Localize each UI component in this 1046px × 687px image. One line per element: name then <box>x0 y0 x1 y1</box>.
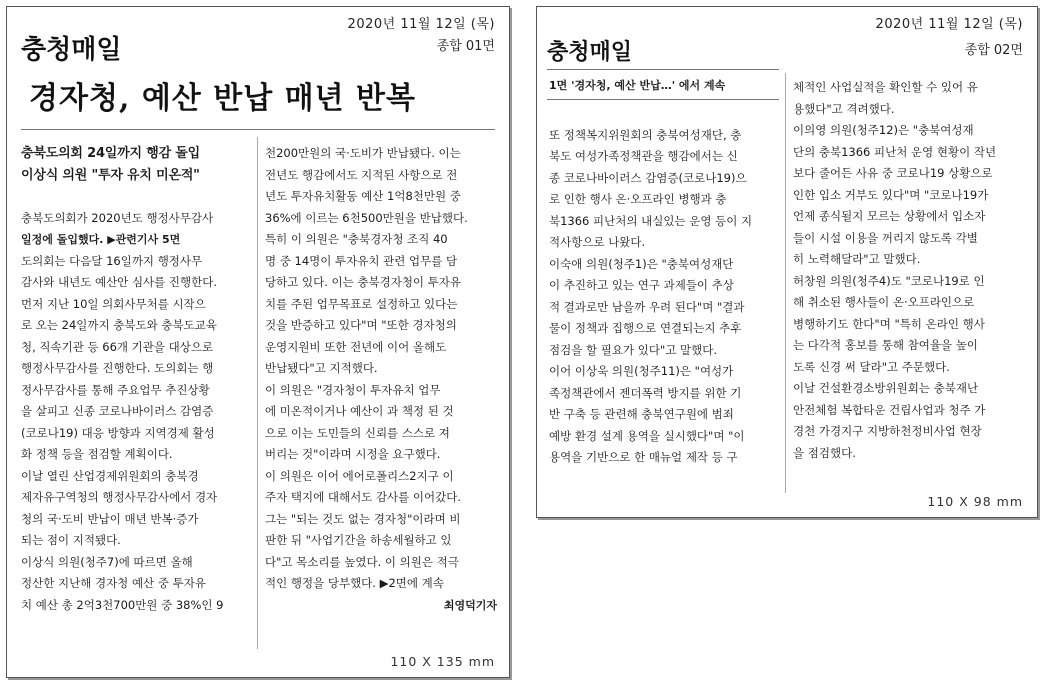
text-line: 정사무감사를 통해 주요업무 추진상황 <box>21 382 210 397</box>
text-line: 그는 "되는 것도 없는 경자청"이라며 비 <box>265 511 461 526</box>
text-line: 에 미온적이거나 예산이 과 책정 된 것 <box>265 404 454 418</box>
text-line: 최영덕기자 <box>443 598 497 612</box>
text-line: 명 중 14명이 투자유치 관련 업무를 담 <box>265 253 458 268</box>
column-right <box>265 143 497 616</box>
text-line: 반 구축 등 관련해 충북연구원에 범죄 <box>549 407 734 421</box>
clip-size: 110 X 98 mm <box>927 494 1023 509</box>
text-line: 을 살피고 신종 코로나바이러스 감염증 <box>21 404 214 418</box>
text-line: 예방 환경 설계 용역을 실시했다"며 "이 <box>549 428 745 443</box>
text-line: 또 정책복지위원회의 충북여성재단, 충 <box>549 127 742 142</box>
headline-rule <box>21 129 495 130</box>
text-line: 종 코로나바이러스 감염증(코로나19)으 <box>549 170 747 185</box>
column-right <box>793 77 1025 464</box>
header-rule <box>547 69 779 70</box>
text-line: 다"고 목소리를 높였다. 이 의원은 적극 <box>265 554 459 569</box>
text-line: 을 점검했다. <box>793 445 856 460</box>
newspaper-logo: 충청매일 <box>547 39 633 65</box>
text-line: 것을 반증하고 있다"며 "또한 경자청의 <box>265 318 457 332</box>
text-line: 용했다"고 격려했다. <box>793 101 895 116</box>
text-line: 천200만원의 국·도비가 반납됐다. 이는 <box>265 146 461 160</box>
text-line: 청, 직속기관 등 66개 기관을 대상으로 <box>21 339 214 354</box>
text-line: 치를 주된 업무목표로 설정하고 있다는 <box>265 296 458 311</box>
text-line: (코로나19) 대응 방향과 지역경제 활성 <box>21 425 215 440</box>
text-line: 로 인한 행사 온·오프라인 병행과 충 <box>549 192 727 206</box>
column-divider <box>257 137 258 649</box>
text-line: 충북도의회가 2020년도 행정사무감사 <box>21 210 214 225</box>
text-line <box>21 186 253 208</box>
article-clip-page-2 <box>536 6 1038 518</box>
article-clip-page-1 <box>6 6 510 678</box>
text-line: 치 예산 총 2억3천700만원 중 38%인 9 <box>21 597 224 612</box>
column-divider <box>785 73 786 493</box>
text-line: 인한 입소 거부도 있다"며 "코로나19가 <box>793 187 989 202</box>
text-line: 먼저 지난 10일 의회사무처를 시작으 <box>21 296 206 311</box>
newspaper-logo: 충청매일 <box>21 35 122 65</box>
text-line: 운영지원비 또한 전년에 이어 올해도 <box>265 339 447 354</box>
continued-rule <box>547 99 779 100</box>
text-line: 이날 건설환경소방위원회는 충북재난 <box>793 381 979 395</box>
text-line: 점검을 할 필요가 있다"고 말했다. <box>549 342 717 357</box>
text-line: 정산한 지난해 경자청 예산 중 투자유 <box>21 576 206 590</box>
text-line: 적 결과로만 남을까 우려 된다"며 "결과 <box>549 299 745 314</box>
text-line: 적사항으로 나왔다. <box>549 235 646 249</box>
text-line: 특히 이 의원은 "충북경자청 조직 40 <box>265 232 448 246</box>
text-line: 36%에 이르는 6천500만원을 반납했다. <box>265 210 468 225</box>
text-line: 제자유구역청의 행정사무감사에서 경자 <box>21 490 218 504</box>
text-line: 해 취소된 행사들이 온·오프라인으로 <box>793 295 975 309</box>
text-line: 전년도 행감에서도 지적된 사항으로 전 <box>265 167 458 182</box>
text-line: 안전체험 복합타운 건립사업과 청주 가 <box>793 402 986 417</box>
text-line: 물이 정책과 집행으로 연결되는지 추후 <box>549 321 742 335</box>
text-line: 병행하기도 한다"며 "특히 온라인 행사 <box>793 316 985 331</box>
continued-from: 1면 '경자청, 예산 반납…' 에서 계속 <box>549 79 726 92</box>
text-line: 주자 택지에 대해서도 감사를 이어갔다. <box>265 490 462 504</box>
text-line: 도록 신경 써 달라"고 주문했다. <box>793 359 950 374</box>
page-label: 종합 01면 <box>436 39 495 54</box>
text-line: 단의 충북1366 피난처 운영 현황이 작년 <box>793 144 997 159</box>
text-line: 행정사무감사를 진행한다. 도의회는 행 <box>21 361 214 375</box>
text-line: 로 오는 24일까지 충북도와 충북도교육 <box>21 318 217 332</box>
text-line <box>549 103 781 125</box>
text-line: 이 추진하고 있는 연구 과제들이 추상 <box>549 278 734 292</box>
issue-date: 2020년 11월 12일 (목) <box>347 17 495 32</box>
text-line: 허창원 의원(청주4)도 "코로나19로 인 <box>793 273 985 288</box>
text-line: 체적인 사업실적을 확인할 수 있어 유 <box>793 80 978 94</box>
text-line: 이숙애 의원(청주1)은 "충북여성재단 <box>549 256 734 271</box>
text-line: 반납됐다"고 지적했다. <box>265 361 378 375</box>
text-line: 년도 투자유치활동 예산 1억8천만원 중 <box>265 189 461 203</box>
text-line: 버리는 것"이라며 시정을 요구했다. <box>265 447 441 461</box>
column-left <box>21 143 253 616</box>
page-label: 종합 02면 <box>964 43 1023 58</box>
text-line: 일정에 돌입했다. ▶관련기사 5면 <box>21 233 181 246</box>
text-line: 는 다각적 홍보를 통해 참여율을 높이 <box>793 338 978 352</box>
column-left <box>549 103 781 469</box>
text-line: 이 의원은 이어 에어로폴리스2지구 이 <box>265 468 454 483</box>
text-line: 으로 이는 도민들의 신뢰를 스스로 져 <box>265 425 450 440</box>
text-line: 충북도의회 24일까지 행감 돌입 <box>21 146 200 161</box>
text-line: 화 정책 등을 점검할 계획이다. <box>21 447 173 461</box>
text-line: 보다 줄어든 사유 중 코로나19 상황으로 <box>793 166 993 180</box>
text-line: 당하고 있다. 이는 충북경자청이 투자유 <box>265 275 462 289</box>
text-line: 북1366 피난처의 내실있는 운영 등이 지 <box>549 213 753 228</box>
text-line: 족정책관에서 젠더폭력 방지를 위한 기 <box>549 385 742 400</box>
text-line: 되는 점이 지적됐다. <box>21 533 121 547</box>
headline: 경자청, 예산 반납 매년 반복 <box>29 81 417 116</box>
text-line: 언제 종식될지 모르는 상황에서 입소자 <box>793 209 986 223</box>
text-line: 용역을 기반으로 한 매뉴얼 제작 등 구 <box>549 450 738 464</box>
text-line: 들이 시설 이용을 꺼리지 않도록 각별 <box>793 230 978 245</box>
text-line: 이상식 의원(청주7)에 따르면 올해 <box>21 554 193 569</box>
text-line: 경천 가경지구 지방하천정비사업 현장 <box>793 424 982 438</box>
text-line: 이상식 의원 "투자 유치 미온적" <box>21 167 200 183</box>
text-line: 감사와 내년도 예산안 심사를 진행한다. <box>21 275 218 289</box>
text-line: 청의 국·도비 반납이 매년 반복·증가 <box>21 511 199 526</box>
text-line: 이날 열린 산업경제위원회의 충북경 <box>21 468 199 483</box>
text-line: 판한 뒤 "사업기간을 하송세월하고 있 <box>265 533 452 547</box>
text-line: 적인 행정을 당부했다. ▶2면에 계속 <box>265 576 444 590</box>
text-line: 이의영 의원(청주12)은 "충북여성재 <box>793 123 974 137</box>
text-line: 이어 이상욱 의원(청주11)은 "여성가 <box>549 364 734 378</box>
issue-date: 2020년 11월 12일 (목) <box>875 17 1023 32</box>
text-line: 히 노력해달라"고 말했다. <box>793 252 921 266</box>
clip-size: 110 X 135 mm <box>390 654 495 669</box>
text-line: 이 의원은 "경자청이 투자유치 업무 <box>265 382 441 397</box>
text-line: 북도 여성가족정책관을 행감에서는 신 <box>549 149 738 163</box>
text-line: 도의회는 다음달 16일까지 행정사무 <box>21 253 203 268</box>
